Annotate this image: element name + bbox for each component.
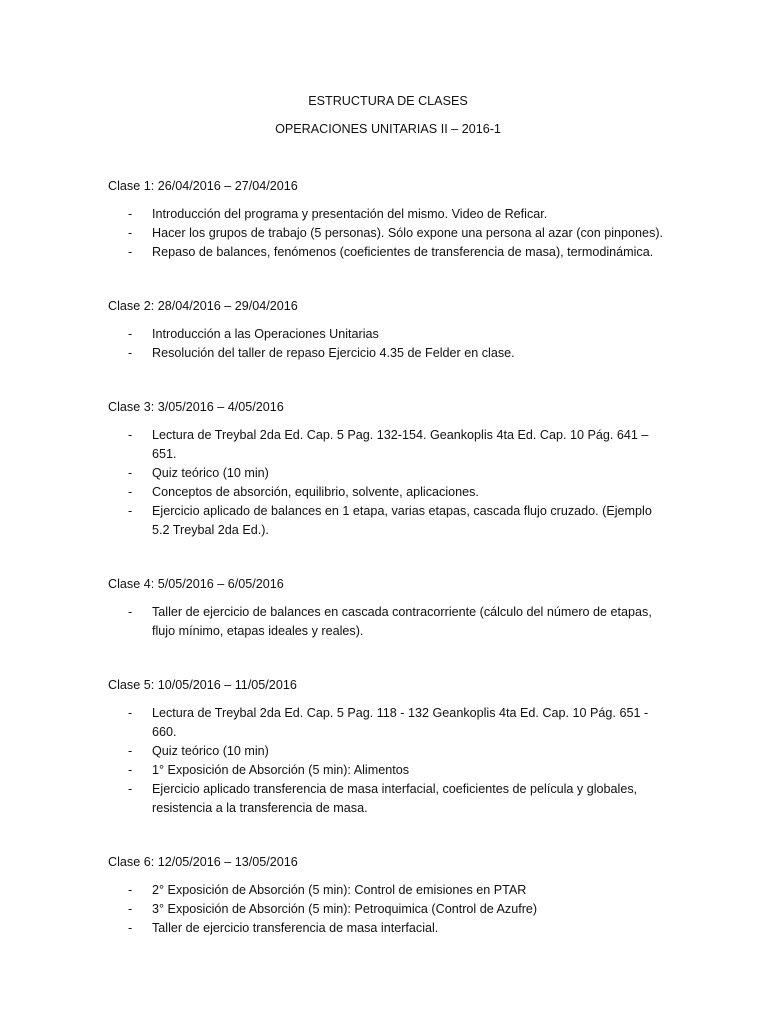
list-item — [108, 704, 668, 742]
bullet-dash: - — [128, 485, 133, 499]
list-item-text: Lectura de Treybal 2da Ed. Cap. 5 Pag. 132-154. Geankoplis 4ta Ed. Cap. 10 Pág. 641 – 651. — [152, 428, 649, 461]
bullet-dash: - — [128, 921, 133, 935]
bullet-dash: - — [128, 346, 133, 360]
list-item — [108, 919, 668, 938]
bullet-dash: - — [128, 245, 133, 259]
document-title: ESTRUCTURA DE CLASES — [308, 94, 468, 108]
list-item — [108, 426, 668, 464]
document-body — [108, 92, 668, 973]
bullet-dash: - — [128, 466, 133, 480]
clase-items — [108, 603, 668, 641]
bullet-dash: - — [128, 207, 133, 221]
clase-section — [108, 297, 668, 363]
list-item — [108, 900, 668, 919]
list-item-text: Conceptos de absorción, equilibrio, solvente, aplicaciones. — [152, 485, 479, 499]
list-item — [108, 243, 668, 262]
list-item-text: Taller de ejercicio de balances en cascada contracorriente (cálculo del número de etapas, flujo mínimo, etapas ideales y reales). — [152, 605, 652, 638]
clase-section — [108, 853, 668, 938]
list-item-text: Quiz teórico (10 min) — [152, 744, 269, 758]
list-item-text: 1° Exposición de Absorción (5 min): Alimentos — [152, 763, 410, 777]
list-item-text: Quiz teórico (10 min) — [152, 466, 269, 480]
clase-items — [108, 704, 668, 818]
clase-heading: Clase 6: 12/05/2016 – 13/05/2016 — [108, 855, 298, 869]
bullet-dash: - — [128, 706, 133, 720]
list-item-text: Ejercicio aplicado transferencia de masa interfacial, coeficientes de película y globales, resistencia a la transferencia de masa. — [152, 782, 638, 815]
clase-section — [108, 575, 668, 641]
list-item — [108, 502, 668, 540]
clases-list — [108, 177, 668, 938]
bullet-dash: - — [128, 902, 133, 916]
list-item — [108, 780, 668, 818]
clase-heading: Clase 4: 5/05/2016 – 6/05/2016 — [108, 577, 284, 591]
clase-heading: Clase 1: 26/04/2016 – 27/04/2016 — [108, 179, 298, 193]
bullet-dash: - — [128, 883, 133, 897]
list-item-text: Ejercicio aplicado de balances en 1 etapa, varias etapas, cascada flujo cruzado. (Ejemplo 5.2 Treybal 2da Ed.). — [152, 504, 652, 537]
clase-section — [108, 676, 668, 818]
list-item — [108, 205, 668, 224]
clase-heading: Clase 5: 10/05/2016 – 11/05/2016 — [108, 678, 297, 692]
document-subtitle: OPERACIONES UNITARIAS II – 2016-1 — [275, 122, 501, 136]
list-item-text: Taller de ejercicio transferencia de masa interfacial. — [152, 921, 439, 935]
clase-heading: Clase 3: 3/05/2016 – 4/05/2016 — [108, 400, 284, 414]
list-item-text: Introducción del programa y presentación del mismo. Video de Reficar. — [152, 207, 548, 221]
list-item — [108, 325, 668, 344]
list-item — [108, 344, 668, 363]
bullet-dash: - — [128, 782, 133, 796]
list-item-text: 2° Exposición de Absorción (5 min): Control de emisiones en PTAR — [152, 883, 527, 897]
list-item — [108, 464, 668, 483]
bullet-dash: - — [128, 763, 133, 777]
list-item-text: Hacer los grupos de trabajo (5 personas). Sólo expone una persona al azar (con pinpones). — [152, 226, 664, 240]
list-item-text: 3° Exposición de Absorción (5 min): Petroquimica (Control de Azufre) — [152, 902, 538, 916]
list-item — [108, 224, 668, 243]
bullet-dash: - — [128, 504, 133, 518]
bullet-dash: - — [128, 226, 133, 240]
clase-items — [108, 325, 668, 363]
list-item-text: Introducción a las Operaciones Unitarias — [152, 327, 379, 341]
list-item-text: Resolución del taller de repaso Ejercicio 4.35 de Felder en clase. — [152, 346, 515, 360]
list-item — [108, 881, 668, 900]
list-item — [108, 742, 668, 761]
clase-section — [108, 177, 668, 262]
bullet-dash: - — [128, 428, 133, 442]
clase-items — [108, 426, 668, 540]
clase-section — [108, 398, 668, 540]
clase-items — [108, 205, 668, 262]
clase-heading: Clase 2: 28/04/2016 – 29/04/2016 — [108, 299, 298, 313]
list-item — [108, 483, 668, 502]
list-item — [108, 761, 668, 780]
list-item-text: Repaso de balances, fenómenos (coeficientes de transferencia de masa), termodinámica. — [152, 245, 654, 259]
bullet-dash: - — [128, 327, 133, 341]
bullet-dash: - — [128, 744, 133, 758]
list-item-text: Lectura de Treybal 2da Ed. Cap. 5 Pag. 118 - 132 Geankoplis 4ta Ed. Cap. 10 Pág. 651 - 660. — [152, 706, 649, 739]
clase-items — [108, 881, 668, 938]
bullet-dash: - — [128, 605, 133, 619]
list-item — [108, 603, 668, 641]
